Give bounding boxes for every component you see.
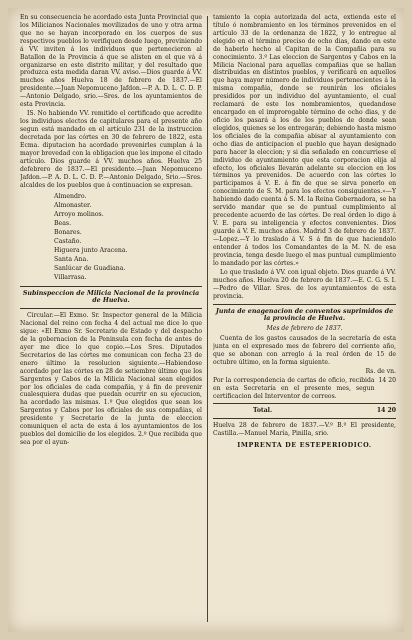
paragraph-continued: tamiento la copia autorizada del acta, extienda este el título ó nombramiento en los términos prevenidos en el artículo 33 de la ordenanza de 1822, y lo entregue al elegido en el término preciso de ocho dias, dando en este de haberlo hecho al Capitan de la Compañia para su conocimiento. 3.º Las eleccion de Sargentos y Cabos en la Milicia Nacional para aquellas compañias que se hallan distribuidas en distintos pueblos, y verificará en aquellos que haya mayor número de individuos pertenecientes á la misma compañia, donde se reunirán los oficiales presididos por un individuo del ayuntamiento, el cual reclamará de este los nombramientos, quedandose encargado en el improrogable término de ocho dias, y de oficio los pasará á los de los pueblos de donde sean elegidos, quienes se los entregarán; debiendo hasta mismo los oficiales de la compañia abisar al ayuntamiento con ocho dias de anticipacion el pueblo que hayan designado para hacer la eleccion; y si dia señalado en concurriese el individuo de ayuntamiento que esta corporacion elija al efecto, los oficiales llevarán adelante su eleccion en los términos ya prevenidos. De acuerdo con las córtes lo participamos á V. E. á fin de que se sirva ponerlo en conocimiento de S. M. para los efectos consiguientes.»—Y habiendo dado cuenta á S. M. la Reina Gobernadora, se ha servido mandar que se de puntual cumplimiento al precedente acuerdo de las córtes. De real órden lo digo á V. E. para su inteligencia y efectos convenientes. Dios guarde á V. E. muchos años. Madrid 3 de febrero de 1837.—Lopez.—Y lo traslado á V. S á fin de que haciendolo entender á todos los Comandantes de la M. N. de esa provincia, tenga desde luego el mas puntual cumplimiento lo mandado por las córtes.» bbox=[213, 14, 396, 267]
town-item: Castaño. bbox=[54, 237, 82, 245]
left-column bbox=[20, 14, 202, 626]
printer-colophon: IMPRENTA DE ESTEPERIODICO. bbox=[237, 441, 372, 450]
section-divider bbox=[213, 304, 396, 305]
account-intro: Cuenta de los gastos causados de la secretaría de esta junta en el expresado mes de febrero del corriente año, que se abonan con arreglo á la real órden de 15 de octubre último, en la forma siguiente. bbox=[213, 335, 396, 366]
town-item: Beas. bbox=[54, 219, 72, 227]
total-rule bbox=[213, 403, 396, 404]
account-row bbox=[213, 377, 396, 401]
account-header-row bbox=[213, 368, 396, 376]
paragraph-1: En su consecuencia he acordado esta Junta Provincial que los Milicianos Nacionales movilizados de uno y otra arma que no se hayan incorporado en los cuerpos de sus respectivos pueblos lo verifiquen desde luego, previniendo á VV. inviten á los individuos que pertenecieron al Batallon de la Provincia á que se alisten en el que vá á organizarse en este distrito militar, y del resultado que produzca esta medida daran VV. aviso.—Dios guarde á VV. muchos años Huelva 18 de febrero de 1837.—El presidente.—Juan Nepomuceno Jafdon.—P. A. D. L. C. D. P.—Antonio Delgado, srio.—Sres. de los ayuntamientos de esta Provincia. bbox=[20, 14, 202, 109]
account-item-text: Por la correspondencia de cartas de oficio, recibida en esta Secretaría en el presente mes, segun certificacion del Interventor de correos. bbox=[213, 376, 375, 400]
gazette-page bbox=[8, 8, 404, 632]
town-item: Santa Ana. bbox=[54, 255, 89, 263]
total-amount: 14 20 bbox=[376, 407, 396, 415]
town-item: Bonares. bbox=[54, 228, 82, 236]
town-item: Sanlúcar de Guadiana. bbox=[54, 264, 126, 272]
currency-header: Rs. de vn. bbox=[365, 368, 396, 376]
section-divider bbox=[20, 308, 202, 309]
town-item: Higuera junto Aracena. bbox=[54, 246, 128, 254]
town-item: Arroyo molinos. bbox=[54, 210, 104, 218]
section-heading-militia: Subinspeccion de Milicia Nacional de la provincia de Huelva. bbox=[22, 289, 200, 305]
section-heading-convents: Junta de enagenacion de conventos suprimidos de la provincia de Huelva. bbox=[215, 307, 394, 323]
section-divider bbox=[20, 286, 202, 287]
town-item: Almendro. bbox=[54, 192, 87, 200]
town-item: Villarrasa. bbox=[54, 273, 87, 281]
paragraph-transfer: Lo que traslado á VV. con igual objeto. Dios guarde á VV. muchos años. Huelva 20 de febrero de 1837.—E. C. G. S. I.—Pedro de Villar. Sres. de los ayuntamientos de esta provincia. bbox=[213, 268, 396, 300]
total-label: Total. bbox=[253, 407, 273, 415]
column-rule bbox=[207, 16, 208, 622]
total-row bbox=[213, 407, 396, 415]
paragraph-2: IS. No habiendo VV. remitido el certificado que acredite los individuos electos de capitulares para el presente año segun está mandado en el artículo 231 de la instruccion decretada por las córtes en 30 de febrero de 1822, esta Ecma. diputacion ha acordado prevenirles cumplan á la mayor brevedad con la obligacion que les impone el citado artículo. Dios guarde á VV. muchos años. Huelva 25 defebrero de 1837.—El presidente.—Juan Nepomuceno Jafdon.—P. A. D. L. C. D. P.—Antonio Delgado, Srio.—Sres. alcaldes de los pueblos que á continuacion se expresan. bbox=[20, 110, 202, 189]
account-item-amount: 14 20 bbox=[378, 376, 396, 384]
right-column bbox=[213, 14, 396, 626]
town-item: Almonaster. bbox=[54, 201, 92, 209]
total-rule bbox=[213, 418, 396, 419]
month-subheading: Mes de febrero de 1837. bbox=[266, 325, 343, 333]
town-list bbox=[54, 193, 202, 283]
circular-text: Circular.—El Exmo. Sr. Inspector general de la Milicia Nacional del reino con fecha 4 del actual me dice lo que sigue: «El Exmo Sr. Secretario de Estado y del despacho de la gobernacion de la Peninsula con fecha de antes de ayer me dice lo que copio.—Los Sres. Diputados Secretarios de las córtes me comunican con fecha 23 de enero último la resolucion siguiente.—Habiendose acordado por las córtes en 28 de setiembre último que los Sargentos y Cabos de la Milicia Nacional sean elegidos por los oficiales de cada compañia, y á fin de prevenir cualesquiera dudas que puedan ocurrir en su ejecucion, ha acordado las mismas. 1.º Que elegidos que sean los Sargentos y Cabos por los oficiales de sus compañias, el presidente y Secretario de la junta de eleccion comuniquen el acta de esta á los ayuntamientos de los pueblos del domicilio de los elegidos. 2.º Que recibida que sea por el ayun- bbox=[20, 312, 202, 446]
closing-signature: Huelva 28 de febrero de 1837.—V.º B.º El presidente, Castilla.—Manuel María, Pinilla, srio. bbox=[213, 422, 396, 438]
